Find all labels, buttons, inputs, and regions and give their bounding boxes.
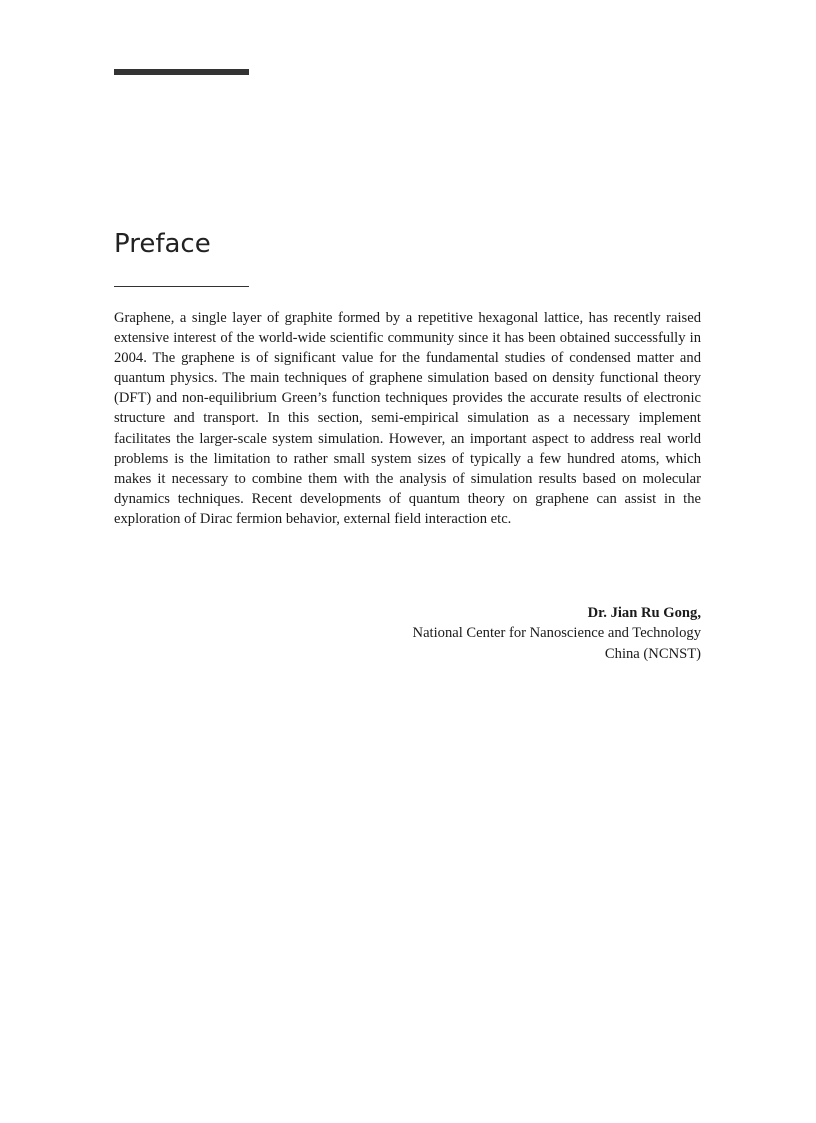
page-title: Preface	[114, 229, 211, 259]
top-decorative-rule	[114, 69, 249, 75]
signature-affiliation-line1: National Center for Nanoscience and Technology	[412, 625, 701, 642]
signature-block	[413, 603, 701, 664]
signature-author: Dr. Jian Ru Gong,	[587, 605, 701, 621]
preface-body-paragraph: Graphene, a single layer of graphite formed by a repetitive hexagonal lattice, has recently raised extensive interest of the world-wide scientific community since it has been obtained successfully in 2004. The graphene is of significant value for the fundamental studies of condensed matter and quantum physics. The main techniques of graphene simulation based on density functional theory (DFT) and non-equilibrium Green’s function techniques provides the accurate results of electronic structure and transport. In this section, semi-empirical simulation as a necessary implement facilitates the larger-scale system simulation. However, an important aspect to address real world problems is the limitation to rather small system sizes of typically a few hundred atoms, which makes it necessary to combine them with the analysis of simulation results based on molecular dynamics techniques. Recent developments of quantum theory on graphene can assist in the exploration of Dirac fermion behavior, external field interaction etc.	[114, 310, 701, 527]
signature-affiliation-line2: China (NCNST)	[604, 645, 701, 662]
title-underline-rule	[114, 286, 249, 287]
